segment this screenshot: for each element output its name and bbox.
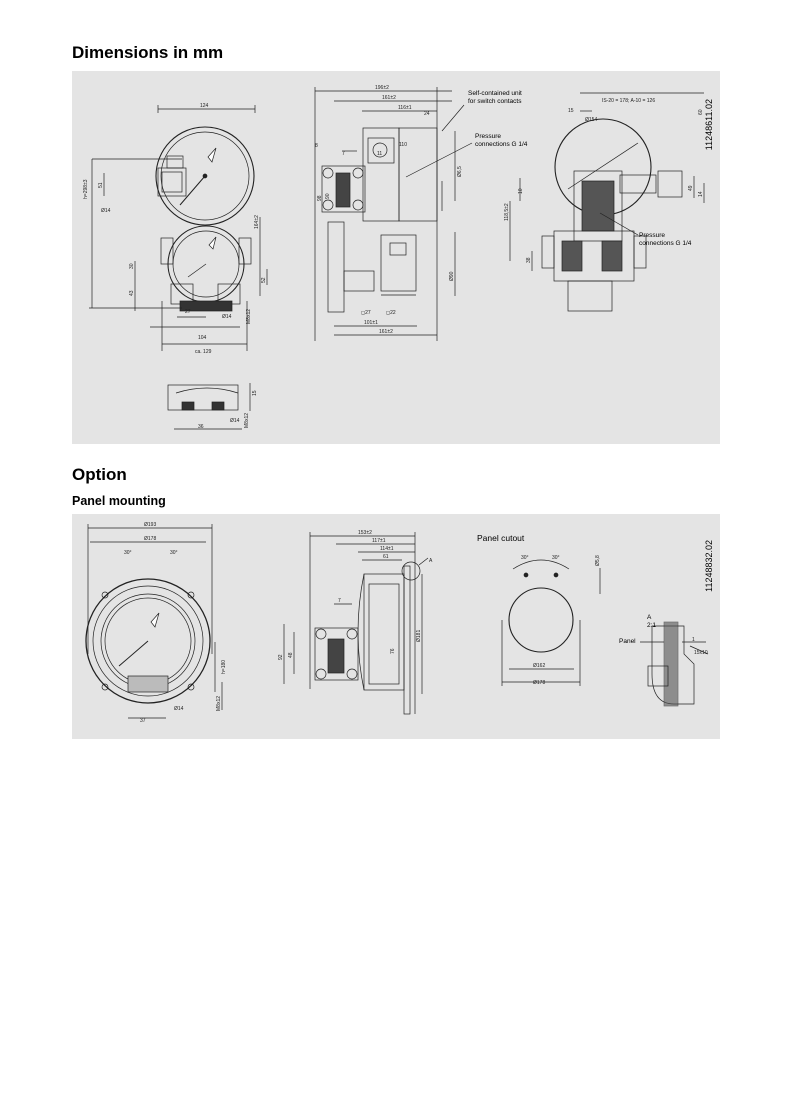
- dimension-label: IS-20 = 178; A-10 = 126: [602, 98, 656, 104]
- dimension-label: h=180: [221, 659, 227, 674]
- dimension-label: Ø14: [101, 208, 111, 214]
- dimension-label: 14: [698, 191, 704, 197]
- dimension-label: 38: [526, 257, 532, 263]
- drawing-code: 11248611.02: [704, 99, 714, 151]
- detail-a-label: A 2:1: [647, 614, 657, 629]
- dimension-label: 114±1: [380, 546, 394, 552]
- section-title: Dimensions in mm: [72, 43, 224, 62]
- dimension-label: 51: [98, 182, 104, 188]
- dimension-label: Ø162: [533, 663, 546, 669]
- dimension-label: 92: [278, 654, 284, 660]
- dimension-label: M8x12: [246, 308, 252, 324]
- panel-cutout-title: Panel cutout: [477, 533, 525, 543]
- dimension-label: 30: [129, 263, 135, 269]
- dimension-label: 11: [377, 151, 383, 157]
- dimension-drawing: [72, 71, 720, 444]
- dimension-label: 101±1: [364, 320, 378, 326]
- dimension-label: 164±2: [254, 215, 260, 229]
- dimension-label: 48: [288, 652, 294, 658]
- dimension-label: 76: [390, 648, 396, 654]
- note-self-contained-unit: Self-contained unit for switch contacts: [468, 90, 522, 105]
- dimension-label: Ø14: [230, 418, 240, 424]
- dimension-label: 30°: [552, 555, 560, 561]
- dimension-label: 30°: [170, 550, 178, 556]
- panel-mounting-drawing-panel: [72, 514, 720, 739]
- dimension-label: 90: [325, 193, 331, 199]
- panel-label: Panel: [619, 638, 636, 645]
- dimension-label: 27: [185, 309, 191, 315]
- dimension-label: 117±1: [372, 538, 386, 544]
- dimension-label: 52: [261, 277, 267, 283]
- dimension-label: Ø178: [533, 680, 546, 686]
- dimension-label: 37: [140, 718, 146, 724]
- dimension-label: 15x10: [694, 650, 708, 656]
- option-title: Option: [72, 465, 127, 484]
- dimension-label: Ø154: [585, 117, 598, 123]
- note-pressure-connections-left: Pressure connections G 1/4: [475, 133, 528, 148]
- dimension-drawing-panel: [72, 71, 720, 444]
- dimension-label: Ø193: [144, 522, 157, 528]
- dimension-label: 196±2: [375, 85, 389, 91]
- dimension-label: 7: [338, 598, 341, 604]
- dimension-label: Ø90: [449, 271, 455, 281]
- dimension-label: 36: [198, 424, 204, 430]
- dimension-label: 1: [692, 637, 695, 643]
- dimension-label: 30°: [521, 555, 529, 561]
- dimension-label: Ø5,8: [595, 555, 601, 566]
- dimension-label: Ø181: [416, 629, 422, 642]
- panel-mounting-title: Panel mounting: [72, 494, 166, 508]
- dimension-label: 116±1: [398, 105, 412, 111]
- dimension-label: 15: [568, 108, 574, 114]
- dimension-label: 49: [688, 185, 694, 191]
- dimension-label: Ø6,5: [457, 166, 463, 177]
- dimension-label: 24: [424, 111, 430, 117]
- dimension-label: Ø178: [144, 536, 157, 542]
- dimension-label: 104: [198, 335, 207, 341]
- dimension-label: Ø14: [222, 314, 232, 320]
- panel-mounting-drawing: [72, 514, 720, 739]
- dimension-label: 30°: [124, 550, 132, 556]
- dimension-label: A: [429, 558, 433, 564]
- dimension-label: M8x12: [216, 695, 222, 711]
- dimension-label: h=298±3: [83, 179, 89, 199]
- dimension-label: 98: [317, 195, 323, 201]
- dimension-label: 43: [129, 290, 135, 296]
- dimension-label: 118,5±2: [504, 203, 510, 221]
- dimension-label: 161±2: [382, 95, 396, 101]
- dimension-label: ca. 129: [195, 349, 212, 355]
- dimension-label: 124: [200, 103, 209, 109]
- dimension-label: 161±2: [379, 329, 393, 335]
- dimension-label: 15: [252, 390, 258, 396]
- drawing-code-2: 11248832.02: [704, 540, 714, 592]
- dimension-label: M8x12: [244, 412, 250, 428]
- dimension-label: 110: [399, 142, 407, 148]
- dimension-label: ◻22: [386, 310, 396, 316]
- dimension-label: 153±2: [358, 530, 372, 536]
- dimension-label: 7: [342, 151, 345, 157]
- dimension-label: 60: [698, 109, 704, 115]
- dimension-label: Ø14: [174, 706, 184, 712]
- dimension-label: 10: [518, 188, 524, 194]
- note-pressure-connections-right: Pressure connections G 1/4: [639, 232, 692, 247]
- dimension-label: 61: [383, 554, 389, 560]
- dimension-label: 8: [315, 143, 318, 149]
- dimension-label: ◻27: [361, 310, 371, 316]
